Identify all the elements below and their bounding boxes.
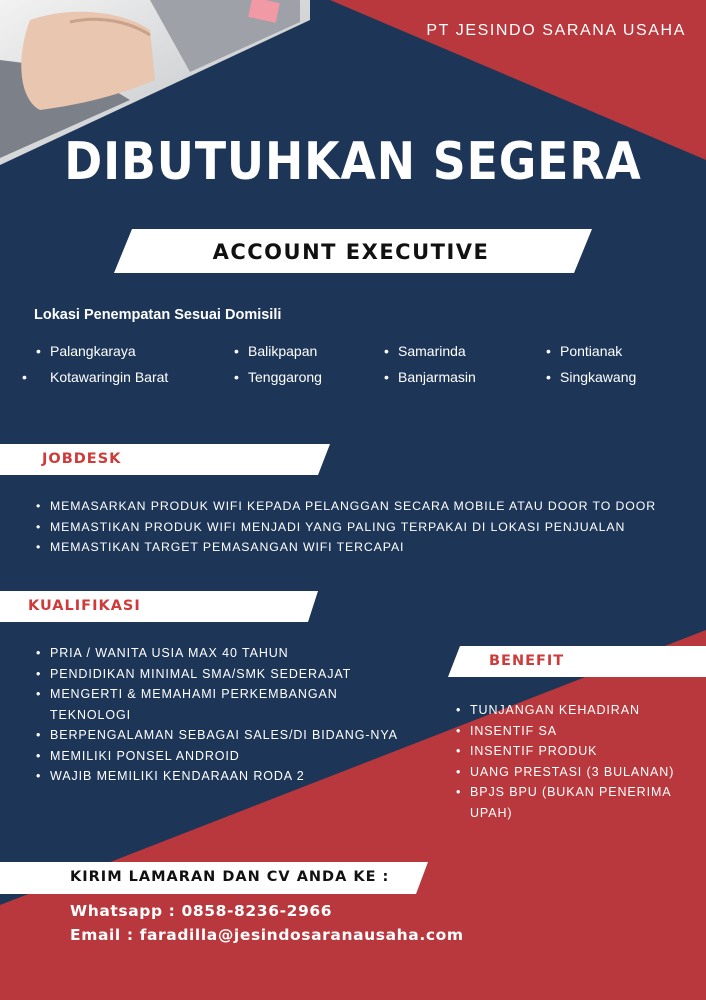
location-heading: Lokasi Penempatan Sesuai Domisili (34, 307, 282, 323)
benefit-banner (448, 646, 706, 677)
contact-email[interactable]: Email : faradilla@jesindosaranausaha.com (70, 926, 464, 944)
list-item: • PRIA / WANITA USIA MAX 40 TAHUN (34, 643, 409, 664)
jobdesk-list (34, 496, 694, 558)
list-item: • MEMASARKAN PRODUK WIFI KEPADA PELANGGAN SECARA MOBILE ATAU DOOR TO DOOR (34, 496, 694, 517)
company-name: PT JESINDO SARANA USAHA (426, 22, 686, 39)
location-city: • Singkawang (546, 369, 637, 385)
contact-title: KIRIM LAMARAN DAN CV ANDA KE : (70, 869, 390, 885)
list-item: • BERPENGALAMAN SEBAGAI SALES/DI BIDANG-NYA (34, 725, 409, 746)
benefit-label: BENEFIT (489, 653, 565, 669)
location-city: • Pontianak (546, 343, 623, 359)
headline: DIBUTUHKAN SEGERA (64, 132, 642, 192)
location-city: • Balikpapan (234, 343, 318, 359)
list-item: • INSENTIF SA (454, 721, 699, 742)
location-city: • Tenggarong (234, 369, 322, 385)
location-city: • Samarinda (384, 343, 466, 359)
contact-whatsapp[interactable]: Whatsapp : 0858-8236-2966 (70, 902, 333, 920)
list-item: • MEMASTIKAN TARGET PEMASANGAN WIFI TERCAPAI (34, 537, 694, 558)
list-item: • TUNJANGAN KEHADIRAN (454, 700, 699, 721)
list-item: • BPJS BPU (BUKAN PENERIMA UPAH) (454, 782, 699, 823)
position-title: ACCOUNT EXECUTIVE (212, 240, 490, 264)
location-city: • Banjarmasin (384, 369, 476, 385)
kualifikasi-label: KUALIFIKASI (28, 598, 141, 614)
benefit-list (454, 700, 699, 823)
list-item: • UANG PRESTASI (3 BULANAN) (454, 762, 699, 783)
list-item: • MENGERTI & MEMAHAMI PERKEMBANGAN TEKNOLOGI (34, 684, 409, 725)
list-item: • WAJIB MEMILIKI KENDARAAN RODA 2 (34, 766, 409, 787)
location-city: • Palangkaraya (36, 343, 136, 359)
kualifikasi-list (34, 643, 409, 787)
list-item: • INSENTIF PRODUK (454, 741, 699, 762)
jobdesk-label: JOBDESK (42, 451, 122, 467)
list-item: • PENDIDIKAN MINIMAL SMA/SMK SEDERAJAT (34, 664, 409, 685)
location-city: • Kotawaringin Barat (22, 369, 169, 385)
list-item: • MEMILIKI PONSEL ANDROID (34, 746, 409, 767)
list-item: • MEMASTIKAN PRODUK WIFI MENJADI YANG PALING TERPAKAI DI LOKASI PENJUALAN (34, 517, 694, 538)
